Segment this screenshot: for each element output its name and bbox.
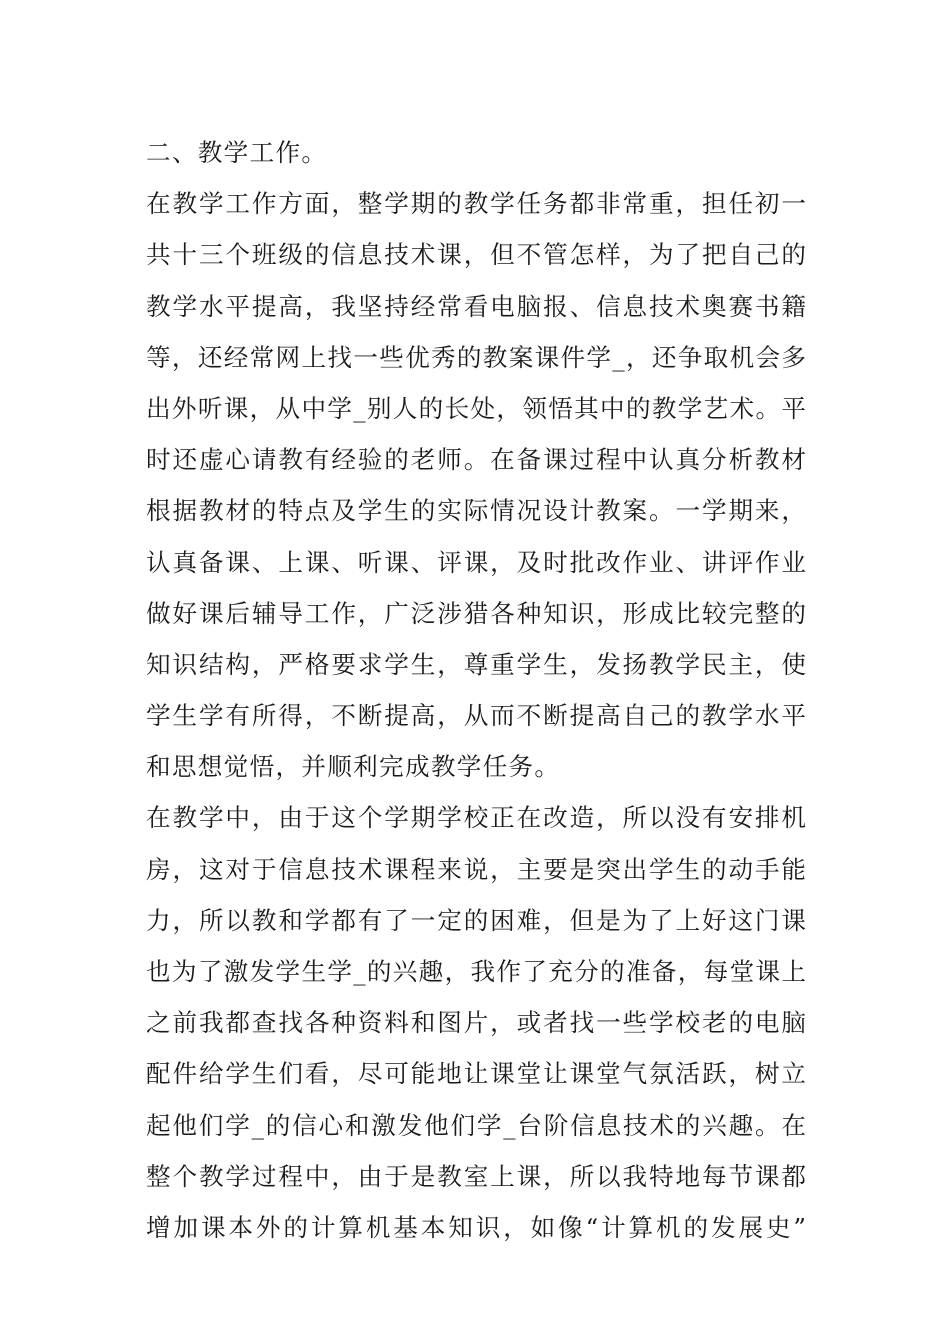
text-line: 共十三个班级的信息技术课，但不管怎样，为了把自己的 xyxy=(146,240,806,270)
text-line: 在教学中，由于这个学期学校正在改造，所以没有安排机 xyxy=(146,803,806,833)
text-line: 出外听课，从中学_别人的长处，领悟其中的教学艺术。平 xyxy=(146,393,806,423)
text-line: 力，所以教和学都有了一定的困难，但是为了上好这门课 xyxy=(146,905,806,935)
text-line: 房，这对于信息技术课程来说，主要是突出学生的动手能 xyxy=(146,854,806,884)
text-line: 教学水平提高，我坚持经常看电脑报、信息技术奥赛书籍 xyxy=(146,291,806,321)
text-line: 起他们学_的信心和激发他们学_台阶信息技术的兴趣。在 xyxy=(146,1110,806,1140)
text-line: 之前我都查找各种资料和图片，或者找一些学校老的电脑 xyxy=(146,1008,806,1038)
text-line: 也为了激发学生学_的兴趣，我作了充分的准备，每堂课上 xyxy=(146,957,806,986)
text-line: 整个教学过程中，由于是教室上课，所以我特地每节课都 xyxy=(146,1161,806,1191)
text-line: 根据教材的特点及学生的实际情况设计教案。一学期来， xyxy=(146,496,806,526)
text-line: 认真备课、上课、听课、评课，及时批改作业、讲评作业 xyxy=(146,547,806,577)
text-line: 做好课后辅导工作，广泛涉猎各种知识，形成比较完整的 xyxy=(146,598,806,628)
document-body xyxy=(146,127,806,1253)
text-line: 知识结构，严格要求学生，尊重学生，发扬教学民主，使 xyxy=(146,649,806,679)
text-line: 等，还经常网上找一些优秀的教案课件学_，还争取机会多 xyxy=(146,342,806,372)
text-line: 和思想觉悟，并顺利完成教学任务。 xyxy=(146,752,561,782)
text-line: 学生学有所得，不断提高，从而不断提高自己的教学水平 xyxy=(146,701,806,731)
section-heading: 二、教学工作。 xyxy=(146,138,328,167)
text-line: 时还虚心请教有经验的老师。在备课过程中认真分析教材 xyxy=(146,445,806,475)
text-line: 增加课本外的计算机基本知识，如像“计算机的发展史” xyxy=(146,1212,806,1242)
text-line: 配件给学生们看，尽可能地让课堂让课堂气氛活跃，树立 xyxy=(146,1059,806,1089)
text-line: 在教学工作方面，整学期的教学任务都非常重，担任初一 xyxy=(146,189,806,219)
